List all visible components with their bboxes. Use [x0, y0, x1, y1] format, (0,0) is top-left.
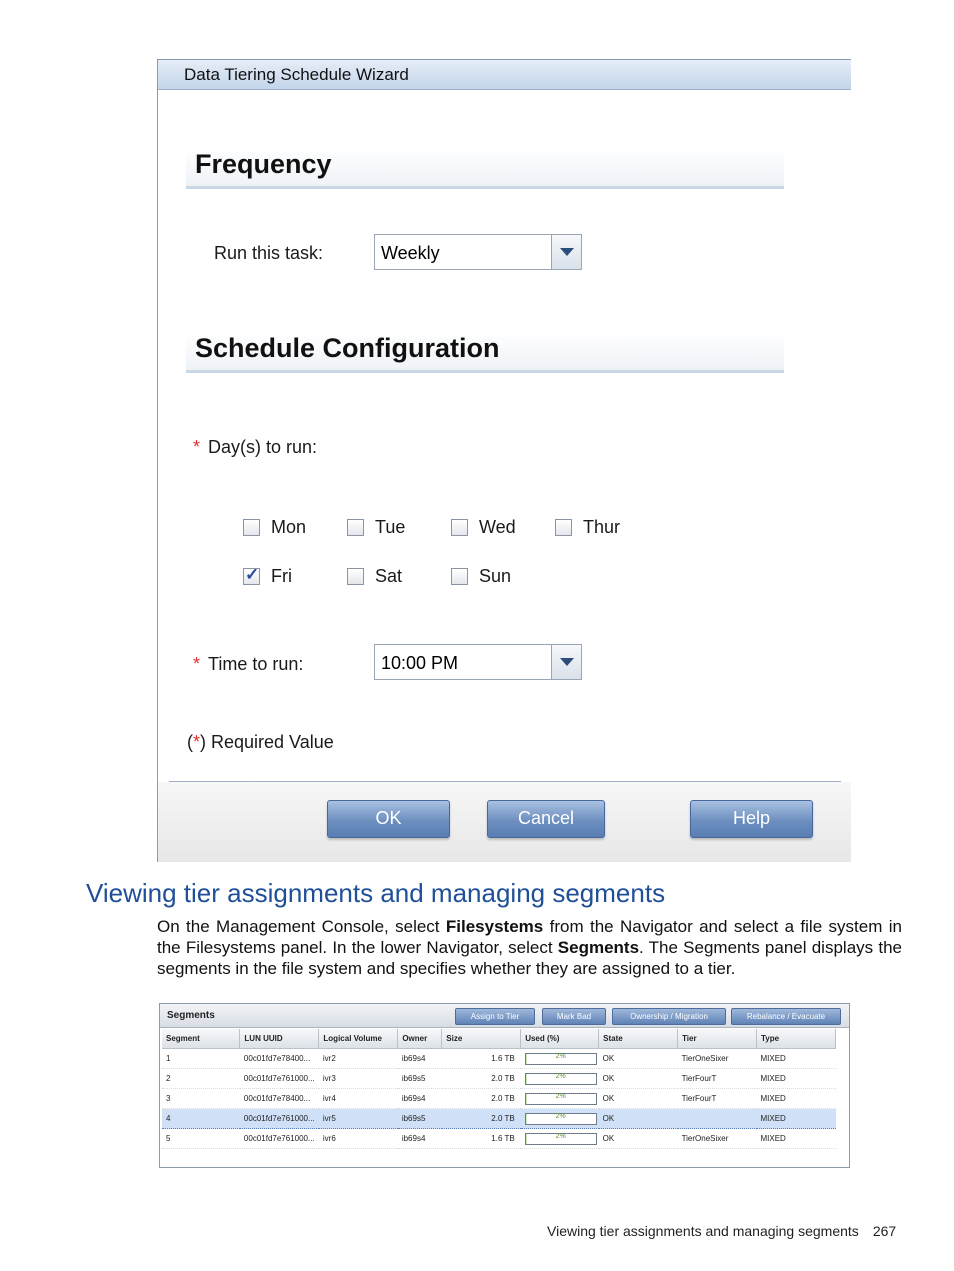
page-footer: [547, 1223, 896, 1239]
wizard-footer: [158, 782, 851, 862]
checkbox-icon[interactable]: [243, 519, 260, 536]
column-header[interactable]: Type: [757, 1029, 836, 1049]
used-cell: [521, 1129, 599, 1149]
time-dropdown-button[interactable]: [551, 644, 582, 680]
used-cell: [521, 1049, 599, 1069]
time-select[interactable]: [374, 644, 582, 682]
checkbox-icon[interactable]: [451, 519, 468, 536]
logical-volume-cell: ivr2: [319, 1049, 398, 1069]
column-header[interactable]: Logical Volume: [319, 1029, 398, 1049]
state-cell: OK: [599, 1129, 678, 1149]
day-checkbox-sat[interactable]: [347, 566, 402, 587]
table-row[interactable]: [162, 1129, 836, 1149]
time-label: Time to run:: [208, 654, 304, 674]
para-text: On the Management Console, select: [157, 917, 446, 936]
column-header[interactable]: Segment: [162, 1029, 240, 1049]
size-cell: 2.0 TB: [442, 1069, 521, 1089]
note-paren: (: [187, 732, 193, 752]
page-number: 267: [872, 1223, 897, 1239]
frequency-section-header: [186, 148, 784, 189]
lun-uuid-cell: 00c01fd7e78400...: [240, 1089, 319, 1109]
usage-progress-bar: [525, 1073, 597, 1085]
size-cell: 1.6 TB: [442, 1049, 521, 1069]
usage-percent-label: 2%: [555, 1092, 566, 1100]
segment-cell: 3: [162, 1089, 240, 1109]
segments-table-body: [162, 1049, 836, 1149]
footer-title: Viewing tier assignments and managing segments: [547, 1223, 859, 1239]
owner-cell: ib69s4: [398, 1049, 442, 1069]
segments-title: Segments: [167, 1010, 215, 1021]
rebalance-evacuate-button[interactable]: Rebalance / Evacuate: [731, 1008, 841, 1025]
run-task-dropdown-button[interactable]: [551, 234, 582, 270]
segment-cell: 4: [162, 1109, 240, 1129]
logical-volume-cell: ivr3: [319, 1069, 398, 1089]
owner-cell: ib69s5: [398, 1069, 442, 1089]
mark-bad-button[interactable]: Mark Bad: [542, 1008, 606, 1025]
checkbox-icon[interactable]: [347, 568, 364, 585]
tier-cell: TierOneSixer: [678, 1129, 757, 1149]
state-cell: OK: [599, 1049, 678, 1069]
column-header[interactable]: Size: [442, 1029, 521, 1049]
segments-panel: [159, 1003, 850, 1168]
day-checkbox-mon[interactable]: [243, 517, 306, 538]
help-button[interactable]: Help: [690, 800, 813, 838]
tier-cell: TierFourT: [678, 1089, 757, 1109]
day-checkbox-thur[interactable]: [555, 517, 620, 538]
ok-button[interactable]: OK: [327, 800, 450, 838]
segment-cell: 5: [162, 1129, 240, 1149]
tier-cell: [678, 1109, 757, 1129]
required-asterisk: *: [193, 654, 201, 674]
state-cell: OK: [599, 1069, 678, 1089]
used-cell: [521, 1109, 599, 1129]
schedule-section-header: [186, 332, 784, 373]
segments-toolbar: [160, 1004, 849, 1028]
type-cell: MIXED: [757, 1069, 836, 1089]
column-header[interactable]: State: [599, 1029, 678, 1049]
logical-volume-cell: ivr5: [319, 1109, 398, 1129]
para-bold: Filesystems: [445, 917, 544, 936]
day-label: Thur: [583, 517, 621, 537]
day-label: Wed: [479, 517, 516, 537]
ownership-migration-button[interactable]: Ownership / Migration: [612, 1008, 726, 1025]
lun-uuid-cell: 00c01fd7e78400...: [240, 1049, 319, 1069]
day-label: Fri: [271, 566, 292, 586]
note-text: ) Required Value: [200, 732, 334, 752]
cancel-button[interactable]: Cancel: [487, 800, 605, 838]
usage-progress-bar: [525, 1093, 597, 1105]
lun-uuid-cell: 00c01fd7e761000...: [240, 1109, 319, 1129]
day-label: Sun: [479, 566, 512, 586]
size-cell: 2.0 TB: [442, 1109, 521, 1129]
days-label: Day(s) to run:: [208, 437, 318, 457]
table-row[interactable]: [162, 1049, 836, 1069]
chevron-down-icon: [560, 658, 574, 666]
usage-progress-bar: [525, 1133, 597, 1145]
state-cell: OK: [599, 1109, 678, 1129]
checkbox-icon[interactable]: [555, 519, 572, 536]
tier-cell: TierOneSixer: [678, 1049, 757, 1069]
segments-table: [162, 1029, 836, 1149]
day-label: Sat: [375, 566, 403, 586]
required-note: [187, 732, 334, 753]
time-value[interactable]: 10:00 PM: [374, 644, 552, 680]
table-row[interactable]: [162, 1089, 836, 1109]
schedule-heading: Schedule Configuration: [195, 333, 500, 363]
table-row[interactable]: [162, 1109, 836, 1129]
type-cell: MIXED: [757, 1049, 836, 1069]
checkbox-icon[interactable]: [347, 519, 364, 536]
used-cell: [521, 1089, 599, 1109]
day-label: Tue: [375, 517, 406, 537]
data-tiering-wizard-dialog: [157, 59, 851, 862]
state-cell: OK: [599, 1089, 678, 1109]
owner-cell: ib69s4: [398, 1129, 442, 1149]
para-bold: Segments: [557, 938, 640, 957]
usage-percent-label: 2%: [555, 1132, 566, 1140]
checkbox-checked-icon[interactable]: [243, 568, 260, 585]
column-header[interactable]: Used (%): [521, 1029, 599, 1049]
lun-uuid-cell: 00c01fd7e761000...: [240, 1069, 319, 1089]
owner-cell: ib69s4: [398, 1089, 442, 1109]
segment-cell: 2: [162, 1069, 240, 1089]
day-label: Mon: [271, 517, 307, 537]
usage-percent-label: 2%: [555, 1052, 566, 1060]
used-cell: [521, 1069, 599, 1089]
frequency-heading: Frequency: [195, 149, 332, 179]
section-heading: Viewing tier assignments and managing segments: [86, 878, 666, 908]
day-checkbox-sun[interactable]: [451, 566, 511, 587]
day-checkbox-fri[interactable]: [243, 566, 292, 587]
day-checkbox-wed[interactable]: [451, 517, 516, 538]
day-checkbox-tue[interactable]: [347, 517, 405, 538]
required-asterisk: *: [193, 437, 201, 457]
time-label-row: [193, 654, 303, 675]
usage-percent-label: 2%: [555, 1112, 566, 1120]
size-cell: 2.0 TB: [442, 1089, 521, 1109]
type-cell: MIXED: [757, 1129, 836, 1149]
table-row[interactable]: [162, 1069, 836, 1089]
usage-percent-label: 2%: [555, 1072, 566, 1080]
usage-progress-bar: [525, 1113, 597, 1125]
size-cell: 1.6 TB: [442, 1129, 521, 1149]
required-asterisk: *: [193, 732, 201, 752]
para-text: from the Navigator and select a file system in the Filesystems panel. In the lower Navigator, select: [157, 917, 902, 957]
run-task-select[interactable]: [374, 234, 582, 272]
lun-uuid-cell: 00c01fd7e761000...: [240, 1129, 319, 1149]
usage-progress-bar: [525, 1053, 597, 1065]
column-header[interactable]: Tier: [678, 1029, 757, 1049]
logical-volume-cell: ivr4: [319, 1089, 398, 1109]
chevron-down-icon: [560, 248, 574, 256]
run-task-value[interactable]: Weekly: [374, 234, 552, 270]
assign-to-tier-button[interactable]: Assign to Tier: [455, 1008, 535, 1025]
type-cell: MIXED: [757, 1089, 836, 1109]
wizard-title: Data Tiering Schedule Wizard: [158, 60, 851, 90]
days-label-row: [193, 437, 317, 458]
run-task-label: Run this task:: [214, 243, 324, 263]
body-paragraph: [157, 916, 902, 979]
checkbox-icon[interactable]: [451, 568, 468, 585]
logical-volume-cell: ivr6: [319, 1129, 398, 1149]
column-header[interactable]: Owner: [398, 1029, 442, 1049]
para-text: . The Segments panel displays the segments in the file system and specifies whether they are assigned to a tier.: [157, 938, 902, 978]
type-cell: MIXED: [757, 1109, 836, 1129]
column-header[interactable]: LUN UUID: [240, 1029, 319, 1049]
table-header-row: [162, 1029, 836, 1049]
segment-cell: 1: [162, 1049, 240, 1069]
tier-cell: TierFourT: [678, 1069, 757, 1089]
owner-cell: ib69s5: [398, 1109, 442, 1129]
